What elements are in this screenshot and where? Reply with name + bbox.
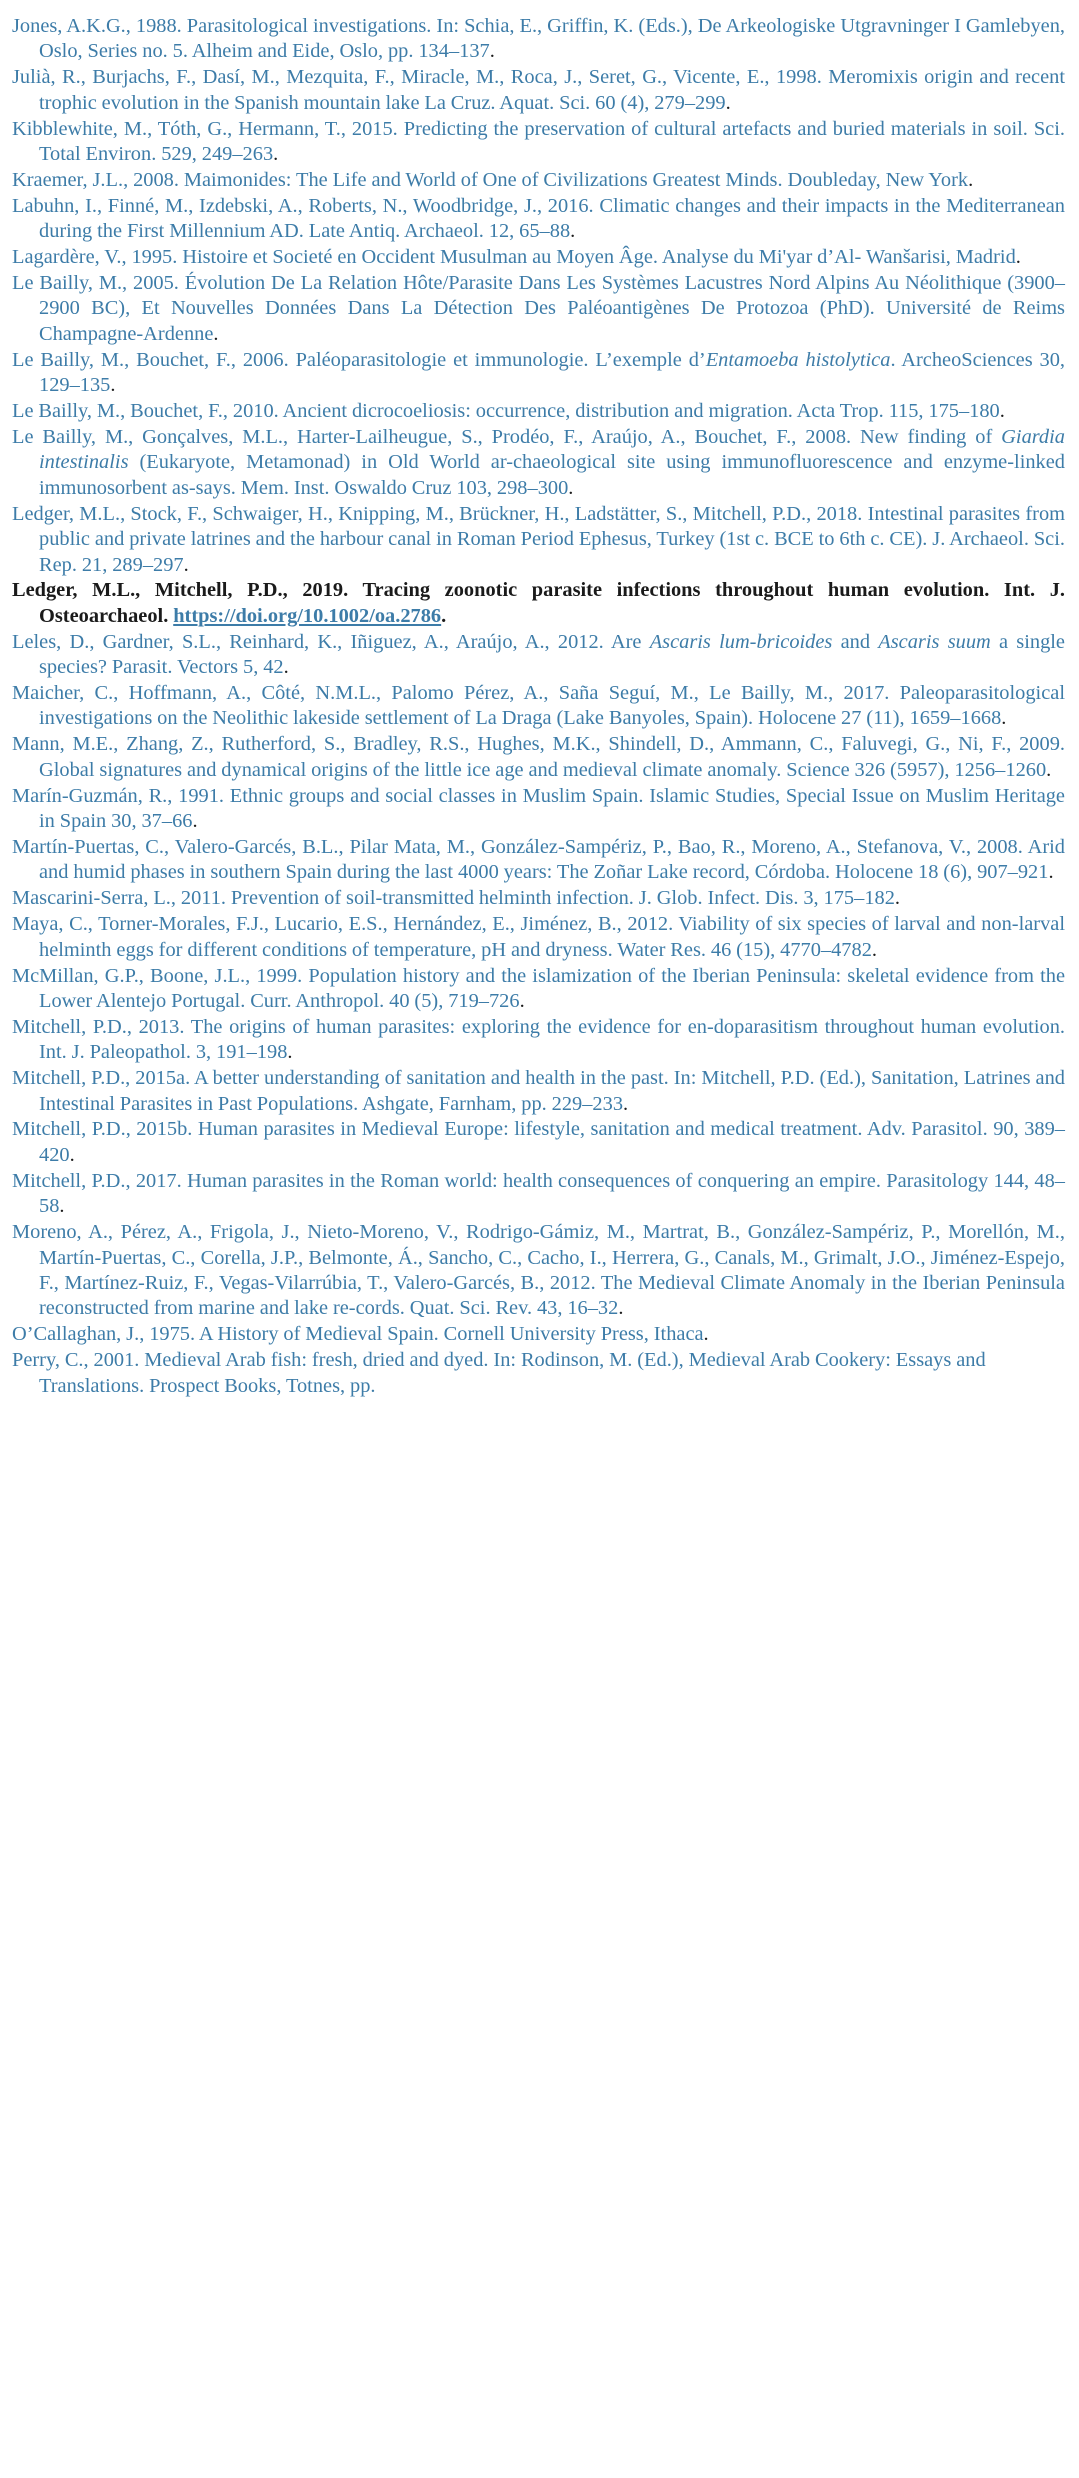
reference-terminator: . <box>283 656 289 679</box>
reference-terminator: . <box>489 40 495 63</box>
reference-terminator: . <box>1048 861 1054 884</box>
reference-text: Kraemer, J.L., 2008. Maimonides: The Life and World of One of Civilizations Greatest Minds. Doubleday, New York <box>12 168 969 191</box>
reference-text: Julià, R., Burjachs, F., Dasí, M., Mezquita, F., Miracle, M., Roca, J., Seret, G., Vicente, E., 1998. Meromixis origin and recent trophic evolution in the Spanish mountain lake La Cruz. Aquat. Sci. 60 (4), 279–299 <box>12 66 1065 114</box>
reference-entry <box>12 1322 1065 1347</box>
reference-text: Le Bailly, M., Bouchet, F., 2010. Ancient dicrocoeliosis: occurrence, distribution and migration. Acta Trop. 115, 175–180 <box>12 400 1000 423</box>
reference-entry <box>12 1066 1065 1117</box>
reference-entry <box>12 1220 1065 1322</box>
reference-terminator: . <box>703 1323 709 1346</box>
reference-text: Le Bailly, M., 2005. Évolution De La Relation Hôte/Parasite Dans Les Systèmes Lacustres Nord Alpins Au Néolithique (3900–2900 BC), Et Nouvelles Données Dans La Détection Des Paléoantigènes De Protozoa (PhD). Université de Reims Champagne-Ardenne <box>12 272 1065 345</box>
reference-entry <box>12 14 1065 65</box>
reference-terminator: . <box>59 1195 65 1218</box>
reference-terminator: . <box>570 220 576 243</box>
reference-terminator: . <box>192 810 198 833</box>
reference-terminator: . <box>968 168 974 191</box>
reference-entry <box>12 117 1065 168</box>
reference-terminator: . <box>618 1297 624 1320</box>
reference-text: Martín-Puertas, C., Valero-Garcés, B.L., Pilar Mata, M., González-Sampériz, P., Bao, R., Moreno, A., Stefanova, V., 2008. Arid and humid phases in southern Spain during the last 4000 years: The Zoñar Lake record, Córdoba. Holocene 18 (6), 907–921 <box>12 836 1065 884</box>
species-name-italic: Ascaris lum-bricoides <box>649 630 833 653</box>
reference-terminator: . <box>1046 758 1052 781</box>
reference-terminator: . <box>519 989 525 1012</box>
reference-text: Le Bailly, M., Gonçalves, M.L., Harter-Lailheugue, S., Prodéo, F., Araújo, A., Bouchet, F., 2008. New finding of <box>12 426 1002 448</box>
reference-text: a single species? Parasit. Vectors 5, 42 <box>39 630 1065 679</box>
species-name-italic: Entamoeba histolytica <box>705 348 891 371</box>
reference-text: Moreno, A., Pérez, A., Frigola, J., Nieto-Moreno, V., Rodrigo-Gámiz, M., Martrat, B., González-Sampériz, P., Morellón, M., Martín-Puertas, C., Corella, J.P., Belmonte, Á., Sancho, C., Cacho, I., Herrera, G., Canals, M., Grimalt, J.O., Jiménez-Espejo, F., Martínez-Ruiz, F., Vegas-Vilarrúbia, T., Valero-Garcés, B., 2012. The Medieval Climate Anomaly in the Iberian Peninsula reconstructed from marine and lake re-cords. Quat. Sci. Rev. 43, 16–32 <box>12 1221 1065 1320</box>
reference-terminator: . <box>623 1092 629 1115</box>
species-name-italic: Ascaris suum <box>878 630 991 653</box>
reference-terminator: . <box>183 553 189 576</box>
reference-terminator: . <box>1015 246 1021 269</box>
species-name-italic: Giardia intestinalis <box>39 426 1065 474</box>
reference-entry <box>12 630 1065 681</box>
reference-text: Mitchell, P.D., 2017. Human parasites in the Roman world: health consequences of conquering an empire. Parasitology 144, 48–58 <box>12 1169 1065 1218</box>
reference-terminator: . <box>871 938 878 961</box>
reference-text: Jones, A.K.G., 1988. Parasitological investigations. In: Schia, E., Griffin, K. (Eds.), De Arkeologiske Utgravninger I Gamlebyen, Oslo, Series no. 5. Alheim and Eide, Oslo, pp. 134–137 <box>12 15 1065 63</box>
reference-terminator: . <box>69 1143 75 1166</box>
reference-text: Perry, C., 2001. Medieval Arab fish: fresh, dried and dyed. In: Rodinson, M. (Ed.), Medieval Arab Cookery: Essays and Translations. Prospect Books, Totnes, pp. <box>12 1349 986 1397</box>
reference-entry <box>12 348 1065 399</box>
reference-terminator: . <box>273 143 279 166</box>
reference-entry <box>12 271 1065 347</box>
reference-entry <box>12 886 1065 911</box>
reference-terminator: . <box>999 400 1005 423</box>
reference-text: Mitchell, P.D., 2015b. Human parasites in Medieval Europe: lifestyle, sanitation and medical treatment. Adv. Parasitol. 90, 389–420 <box>12 1118 1065 1166</box>
reference-entry <box>12 784 1065 835</box>
reference-terminator: . <box>725 91 731 114</box>
reference-text: Mann, M.E., Zhang, Z., Rutherford, S., Bradley, R.S., Hughes, M.K., Shindell, D., Ammann, C., Faluvegi, G., Ni, F., 2009. Global signatures and dynamical origins of the little ice age and medieval climate anomaly. Science 326 (5957), 1256–1260 <box>12 733 1065 781</box>
reference-terminator: . <box>441 604 447 627</box>
reference-text: O’Callaghan, J., 1975. A History of Medieval Spain. Cornell University Press, Ithaca <box>12 1323 704 1346</box>
reference-entry <box>12 425 1065 501</box>
reference-text: Maicher, C., Hoffmann, A., Côté, N.M.L., Palomo Pérez, A., Saña Seguí, M., Le Bailly, M., 2017. Paleoparasitological investigations on the Neolithic lakeside settlement of La Draga (Lake Banyoles, Spain). Holocene 27 (11), 1659–1668 <box>12 682 1065 730</box>
reference-text: McMillan, G.P., Boone, J.L., 1999. Population history and the islamization of the Iberian Peninsula: skeletal evidence from the Lower Alentejo Portugal. Curr. Anthropol. 40 (5), 719–726 <box>12 964 1065 1012</box>
reference-text: Lagardère, V., 1995. Histoire et Societé en Occident Musulman au Moyen Âge. Analyse du Mi'yar d’Al- Wanšarisi, Madrid <box>12 246 1016 269</box>
reference-text: Mascarini-Serra, L., 2011. Prevention of soil-transmitted helminth infection. J. Glob. Infect. Dis. 3, 175–182 <box>12 887 895 910</box>
reference-terminator: . <box>213 322 219 345</box>
reference-text: . ArcheoSciences 30, 129–135 <box>39 348 1066 397</box>
reference-terminator: . <box>110 374 116 397</box>
reference-text: Ledger, M.L., Stock, F., Schwaiger, H., Knipping, M., Brückner, H., Ladstätter, S., Mitchell, P.D., 2018. Intestinal parasites from public and private latrines and the harbour canal in Roman Period Ephesus, Turkey (1st c. BCE to 6th c. CE). J. Archaeol. Sci. Rep. 21, 289–297 <box>12 502 1065 576</box>
reference-entry <box>12 399 1065 424</box>
reference-entry <box>12 578 1065 629</box>
reference-text: Labuhn, I., Finné, M., Izdebski, A., Roberts, N., Woodbridge, J., 2016. Climatic changes and their impacts in the Mediterranean during the First Millennium AD. Late Antiq. Archaeol. 12, 65–88 <box>12 194 1065 243</box>
reference-text: Kibblewhite, M., Tóth, G., Hermann, T., 2015. Predicting the preservation of cultural artefacts and buried materials in soil. Sci. Total Environ. 529, 249–263 <box>12 117 1065 166</box>
reference-text: Ledger, M.L., Mitchell, P.D., 2019. Tracing zoonotic parasite infections throughout human evolution. Int. J. Osteoarchaeol. <box>12 579 1065 627</box>
reference-entry <box>12 912 1065 963</box>
reference-entry <box>12 1169 1065 1220</box>
reference-text: Leles, D., Gardner, S.L., Reinhard, K., Iñiguez, A., Araújo, A., 2012. Are <box>12 630 650 653</box>
reference-entry <box>12 732 1065 783</box>
reference-entry <box>12 835 1065 886</box>
reference-entry <box>12 964 1065 1015</box>
reference-entry <box>12 1348 1065 1399</box>
doi-link[interactable]: https://doi.org/10.1002/oa.2786 <box>173 604 442 627</box>
reference-text: Maya, C., Torner-Morales, F.J., Lucario, E.S., Hernández, E., Jiménez, B., 2012. Viability of six species of larval and non-larval helminth eggs for different conditions of temperature, pH and dryness. Water Res. 46 (15), 4770–4782 <box>12 913 1065 961</box>
reference-entry <box>12 65 1065 116</box>
reference-entry <box>12 245 1065 270</box>
reference-text: (Eukaryote, Metamonad) in Old World ar-chaeological site using immunofluorescence and enzyme-linked immunosorbent as-says. Mem. Inst. Oswaldo Cruz 103, 298–300 <box>39 451 1065 499</box>
reference-terminator: . <box>1001 707 1007 730</box>
reference-text: Le Bailly, M., Bouchet, F., 2006. Paléoparasitologie et immunologie. L’exemple d’ <box>12 348 706 371</box>
reference-text: Mitchell, P.D., 2013. The origins of human parasites: exploring the evidence for en-doparasitism throughout human evolution. Int. J. Paleopathol. 3, 191–198 <box>12 1015 1065 1064</box>
reference-entry <box>12 1117 1065 1168</box>
reference-entry <box>12 168 1065 193</box>
reference-text: and <box>832 630 879 653</box>
reference-terminator: . <box>287 1041 293 1064</box>
reference-entry <box>12 681 1065 732</box>
reference-terminator: . <box>568 476 574 499</box>
reference-text: Mitchell, P.D., 2015a. A better understanding of sanitation and health in the past. In: Mitchell, P.D. (Ed.), Sanitation, Latrines and Intestinal Parasites in Past Populations. Ashgate, Farnham, pp. 229–233 <box>12 1067 1065 1115</box>
reference-entry <box>12 194 1065 245</box>
reference-terminator: . <box>894 887 901 910</box>
reference-text: Marín-Guzmán, R., 1991. Ethnic groups and social classes in Muslim Spain. Islamic Studies, Special Issue on Muslim Heritage in Spain 30, 37–66 <box>12 784 1065 833</box>
reference-entry <box>12 502 1065 578</box>
reference-entry <box>12 1015 1065 1066</box>
